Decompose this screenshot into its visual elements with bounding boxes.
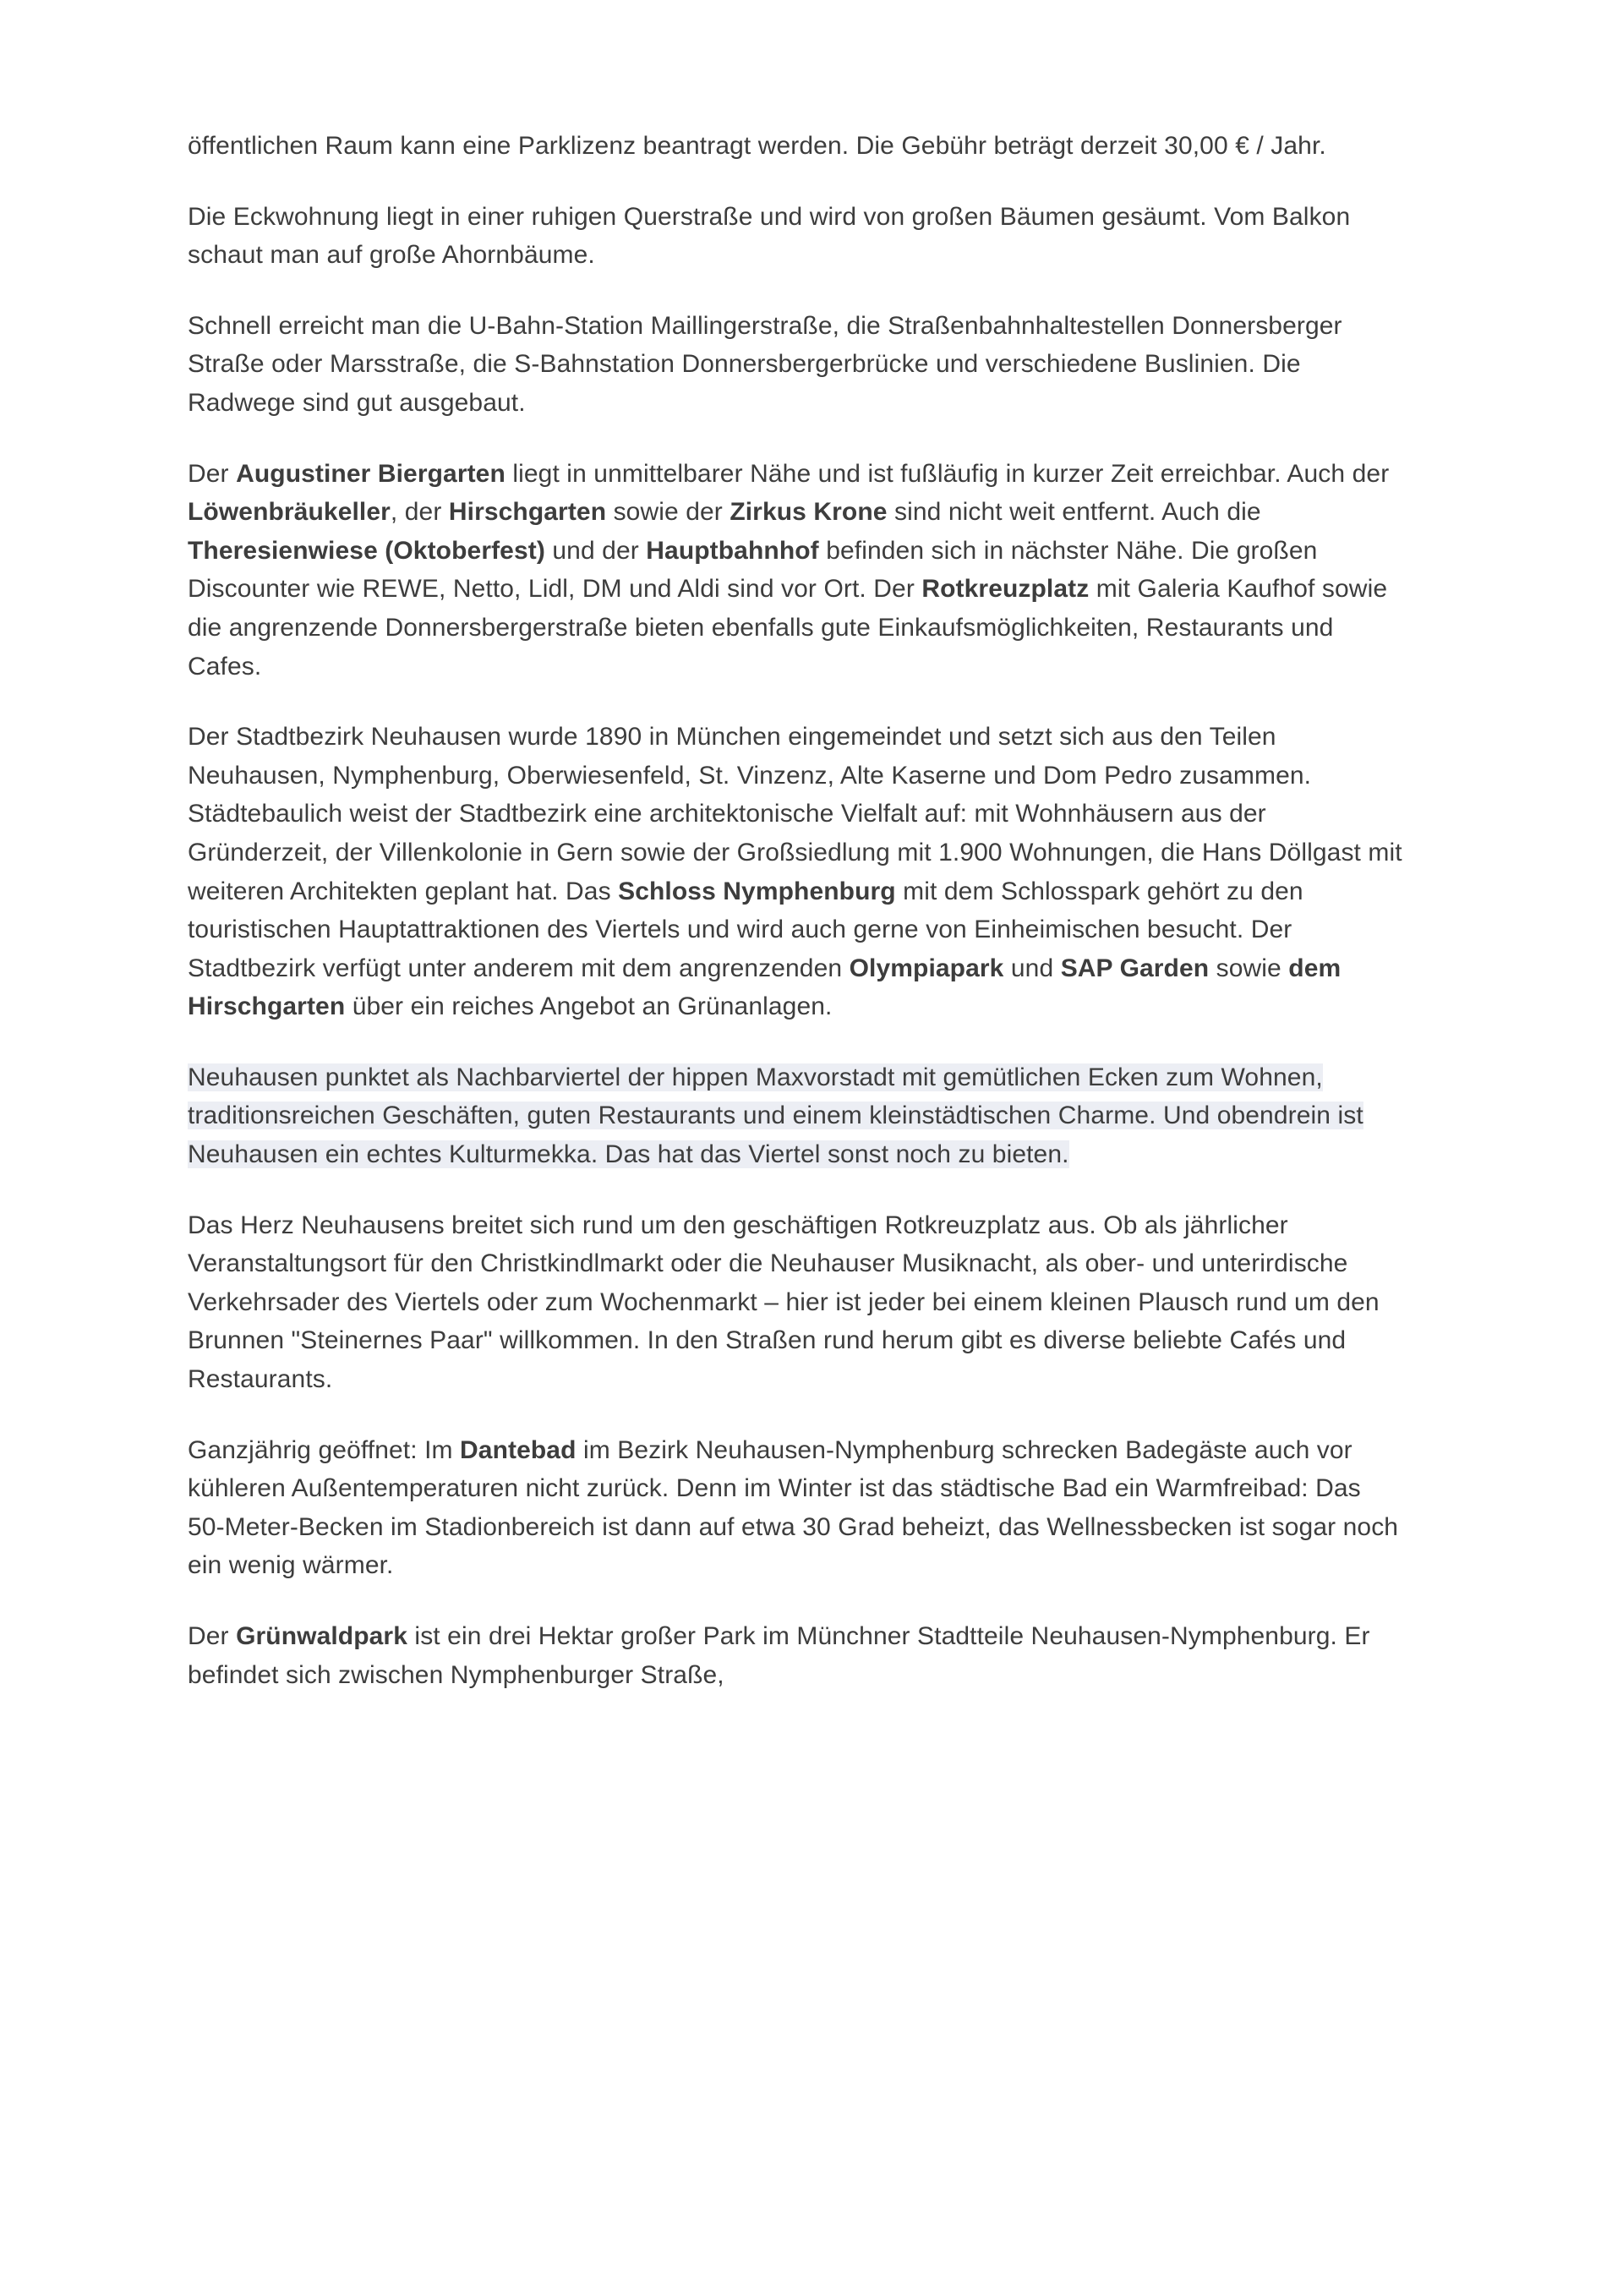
text-run: Neuhausen punktet als Nachbarviertel der hippen Maxvorstadt mit gemütlichen Ecken zum Wohnen, traditionsreichen Geschäften, guten Restaurants und einem kleinstädtischen Charme. Und obendrein ist Neuhausen ein echtes Kulturmekka. Das hat das Viertel sonst noch zu bieten. [188, 1063, 1363, 1169]
bold-term: Grünwaldpark [236, 1622, 407, 1650]
paragraph [188, 127, 1403, 166]
text-run: und der [544, 536, 647, 565]
text-run: befinden sich in nächster Nähe. Die großen Discounter wie REWE, Netto, Lidl, DM und Aldi sind vor Ort. Der [188, 536, 1318, 604]
text-run: sowie [1209, 954, 1289, 982]
paragraph-text [188, 132, 1326, 160]
bold-term: Augustiner Biergarten [236, 459, 505, 488]
text-run: mit Galeria Kaufhof sowie die angrenzende Donnersbergerstraße bieten ebenfalls gute Einkaufsmöglichkeiten, Restaurants und Cafes. [188, 575, 1388, 681]
paragraph-text [188, 312, 1342, 417]
document-body [188, 127, 1403, 1694]
bold-term: Löwenbräukeller [188, 498, 391, 527]
text-run: Die Eckwohnung liegt in einer ruhigen Querstraße und wird von großen Bäumen gesäumt. Vom Balkon schaut man auf große Ahornbäume. [188, 202, 1351, 270]
bold-term: Olympiapark [849, 954, 1004, 982]
bold-term: Theresienwiese (Oktoberfest) [188, 536, 545, 565]
text-run: Das Herz Neuhausens breitet sich rund um den geschäftigen Rotkreuzplatz aus. Ob als jährlicher Veranstaltungsort für den Christkindlmarkt oder die Neuhauser Musiknacht, als ober- und unterirdische Verkehrsader des Viertels oder zum Wochenmarkt – hier ist jeder bei einem kleinen Plausch rund um den Brunnen "Steinernes Paar" willkommen. In den Straßen rund herum gibt es diverse beliebte Cafés und Restaurants. [188, 1211, 1380, 1394]
highlighted-text [188, 1063, 1363, 1168]
paragraph-text [188, 1622, 1370, 1689]
bold-term: Rotkreuzplatz [921, 575, 1090, 604]
text-run: Ganzjährig geöffnet: Im [188, 1435, 461, 1464]
paragraph-text [188, 1436, 1398, 1580]
paragraph-text [188, 723, 1402, 1020]
text-run: Schnell erreicht man die U-Bahn-Station Maillingerstraße, die Straßenbahnhaltestellen Donnersberger Straße oder Marsstraße, die S-Bahnstation Donnersbergerbrücke und verschiedene Buslinien. Die Radwege sind gut ausgebaut. [188, 311, 1342, 417]
bold-term: Dantebad [460, 1435, 577, 1464]
text-run: Der [188, 1622, 237, 1650]
text-run: liegt in unmittelbarer Nähe und ist fußläufig in kurzer Zeit erreichbar. Auch der [505, 459, 1390, 488]
paragraph [188, 1617, 1403, 1694]
paragraph-text [188, 1211, 1380, 1393]
paragraph-text [188, 460, 1389, 681]
paragraph [188, 718, 1403, 1026]
text-run: sind nicht weit entfernt. Auch die [887, 498, 1261, 527]
paragraph [188, 455, 1403, 686]
bold-term: Hirschgarten [448, 498, 607, 527]
bold-term: SAP Garden [1060, 954, 1210, 982]
text-run: im Bezirk Neuhausen-Nymphenburg schrecken Badegäste auch vor kühleren Außentemperaturen nicht zurück. Denn im Winter ist das städtische Bad ein Warmfreibad: Das 50-Meter-Becken im Stadionbereich ist dann auf etwa 30 Grad beheizt, das Wellnessbecken ist sogar noch ein wenig wärmer. [188, 1435, 1399, 1580]
text-run: Der Stadtbezirk Neuhausen wurde 1890 in München eingemeindet und setzt sich aus den Teilen Neuhausen, Nymphenburg, Oberwiesenfeld, St. Vinzenz, Alte Kaserne und Dom Pedro zusammen. Städtebaulich weist der Stadtbezirk eine architektonische Vielfalt auf: mit Wohnhäusern aus der Gründerzeit, der Villenkolonie in Gern sowie der Großsiedlung mit 1.900 Wohnungen, die Hans Döllgast mit weiteren Architekten geplant hat. Das [188, 723, 1402, 905]
text-run: ist ein drei Hektar großer Park im Münchner Stadtteile Neuhausen-Nymphenburg. Er befindet sich zwischen Nymphenburger Straße, [188, 1622, 1370, 1689]
bold-term: dem Hirschgarten [188, 954, 1342, 1021]
paragraph [188, 307, 1403, 423]
text-run: sowie der [606, 498, 730, 527]
bold-term: Hauptbahnhof [646, 536, 819, 565]
paragraph [188, 1058, 1403, 1174]
paragraph [188, 1431, 1403, 1585]
paragraph [188, 198, 1403, 275]
paragraph-text [188, 203, 1350, 270]
bold-term: Zirkus Krone [730, 498, 888, 527]
text-run: , der [390, 498, 449, 527]
text-run: und [1003, 954, 1061, 982]
paragraph [188, 1206, 1403, 1399]
text-run: Der [188, 459, 237, 488]
text-run: mit dem Schlosspark gehört zu den touristischen Hauptattraktionen des Viertels und wird auch gerne von Einheimischen besucht. Der Stadtbezirk verfügt unter anderem mit dem angrenzenden [188, 877, 1303, 982]
text-run: über ein reiches Angebot an Grünanlagen. [345, 992, 833, 1021]
text-run: öffentlichen Raum kann eine Parklizenz beantragt werden. Die Gebühr beträgt derzeit 30,00 € / Jahr. [188, 132, 1326, 160]
bold-term: Schloss Nymphenburg [618, 877, 896, 905]
